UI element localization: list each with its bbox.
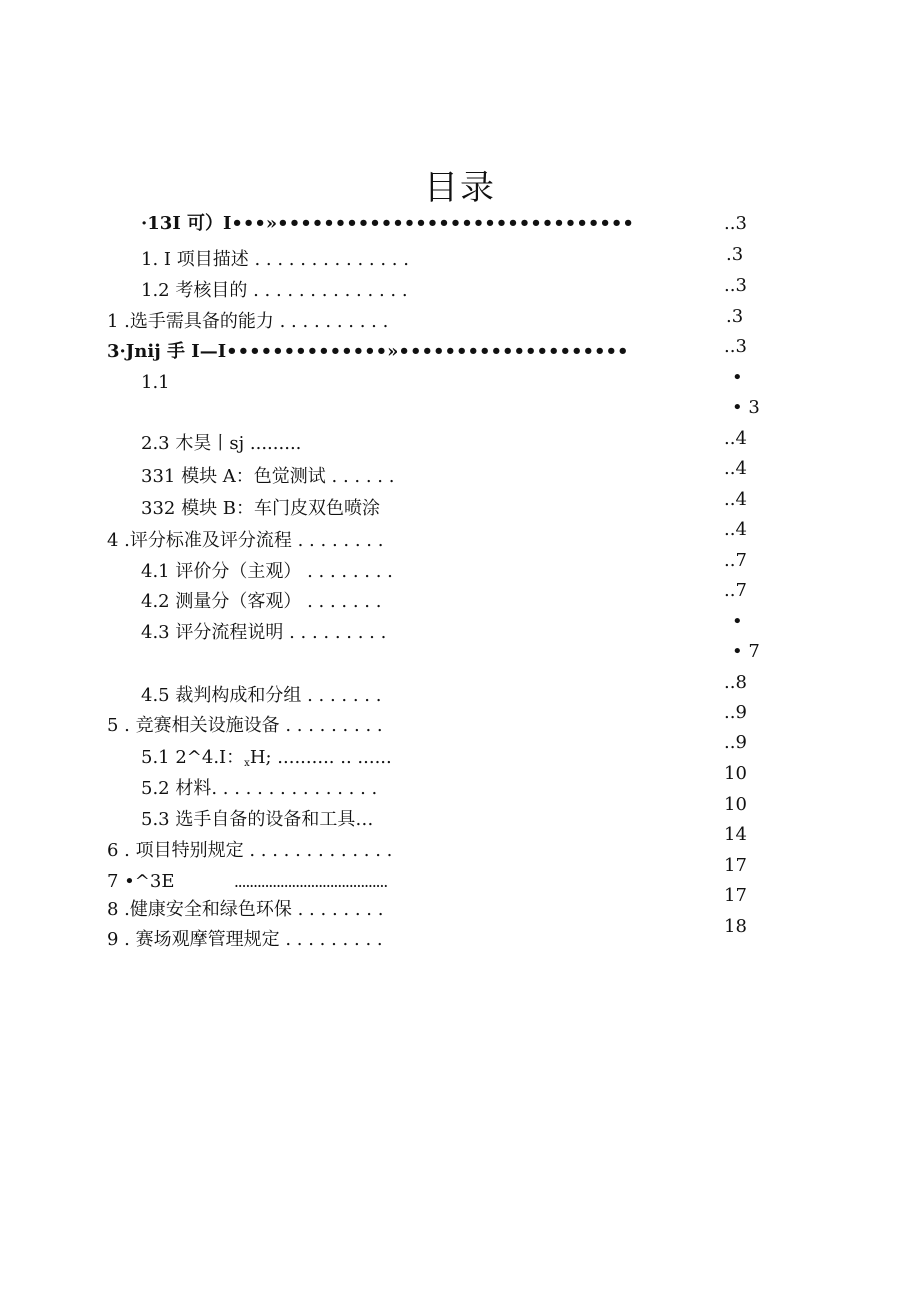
toc-page-number: • — [732, 367, 743, 388]
toc-page-number: ..3 — [724, 336, 747, 357]
toc-entry-label-main: 5.1 2^4.I： — [141, 747, 245, 768]
toc-entry-label: 4 .评分标准及评分流程 . . . . . . . . — [107, 530, 384, 551]
toc-page-number: .3 — [726, 244, 744, 265]
toc-entry-label: 5.3 选手自备的设备和工具… — [141, 809, 374, 830]
toc-page-number: 17 — [724, 885, 747, 906]
toc-entry-label: 331 模块 A：色觉测试 . . . . . . — [141, 466, 395, 487]
toc-entry-label: 1. I 项目描述 . . . . . . . . . . . . . . — [141, 249, 409, 270]
toc-entry-label: 4.5 裁判构成和分组 . . . . . . . — [141, 685, 382, 706]
toc-entry-label: 6 . 项目特别规定 . . . . . . . . . . . . . — [107, 840, 393, 861]
toc-page-number: • 7 — [732, 641, 760, 662]
toc-entry-label: 1.1 — [141, 372, 170, 393]
toc-entry-label: 8 .健康安全和绿色环保 . . . . . . . . — [107, 899, 384, 920]
toc-entry-label-tail: ........................................ — [234, 877, 388, 890]
toc-entry-label: 3·Jnij 手 I—I••••••••••••••»•••••••••••••••••••• — [107, 341, 629, 362]
document-title: 目录 — [424, 168, 496, 208]
toc-page-number: ..7 — [724, 580, 747, 601]
toc-entry-label: 1 .选手需具备的能力 . . . . . . . . . . — [107, 311, 389, 332]
toc-entry-label: 5 . 竞赛相关设施设备 . . . . . . . . . — [107, 715, 383, 736]
toc-page-number: ..4 — [724, 489, 747, 510]
toc-page-number: • 3 — [732, 397, 760, 418]
toc-page-number: ..4 — [724, 458, 747, 479]
toc-entry-label: 1.2 考核目的 . . . . . . . . . . . . . . — [141, 280, 408, 301]
toc-entry-label-subscript: x — [244, 758, 250, 769]
toc-page-number: ..7 — [724, 550, 747, 571]
toc-entry-label: 4.1 评价分（主观） . . . . . . . . — [141, 561, 393, 582]
toc-entry-label: ·13I 可）I•••»••••••••••••••••••••••••••••••• — [141, 213, 634, 234]
toc-page-number: 14 — [724, 824, 747, 845]
toc-entry-label — [141, 746, 392, 776]
toc-page-number: ..8 — [724, 672, 747, 693]
toc-page-number: ..4 — [724, 519, 747, 540]
toc-entry-label: 2.3 木昊丨sj ......... — [141, 433, 302, 454]
toc-page-number: 18 — [724, 916, 747, 937]
toc-entry-label-main: 7 •^3E — [107, 871, 175, 892]
toc-entry-label: 9 . 赛场观摩管理规定 . . . . . . . . . — [107, 929, 383, 950]
toc-page-number: • — [732, 611, 743, 632]
toc-page-number: 10 — [724, 763, 747, 784]
toc-entry-label: 5.2 材料. . . . . . . . . . . . . . . — [141, 778, 378, 799]
toc-entry-label: 4.2 测量分（客观） . . . . . . . — [141, 591, 382, 612]
toc-page-number: ..3 — [724, 213, 747, 234]
toc-page-number: .3 — [726, 306, 744, 327]
toc-entry-label: 332 模块 B：车门皮双色喷涂 — [141, 498, 381, 519]
toc-page-number: ..9 — [724, 732, 747, 753]
toc-page-number: ..9 — [724, 702, 747, 723]
toc-page-number: 17 — [724, 855, 747, 876]
toc-page-number: ..4 — [724, 428, 747, 449]
toc-entry-label: 4.3 评分流程说明 . . . . . . . . . — [141, 622, 387, 643]
toc-page-number: ..3 — [724, 275, 747, 296]
toc-page-number: 10 — [724, 794, 747, 815]
toc-entry-label — [107, 870, 388, 896]
toc-entry-label-tail: H; .......... .. ...... — [249, 747, 392, 768]
